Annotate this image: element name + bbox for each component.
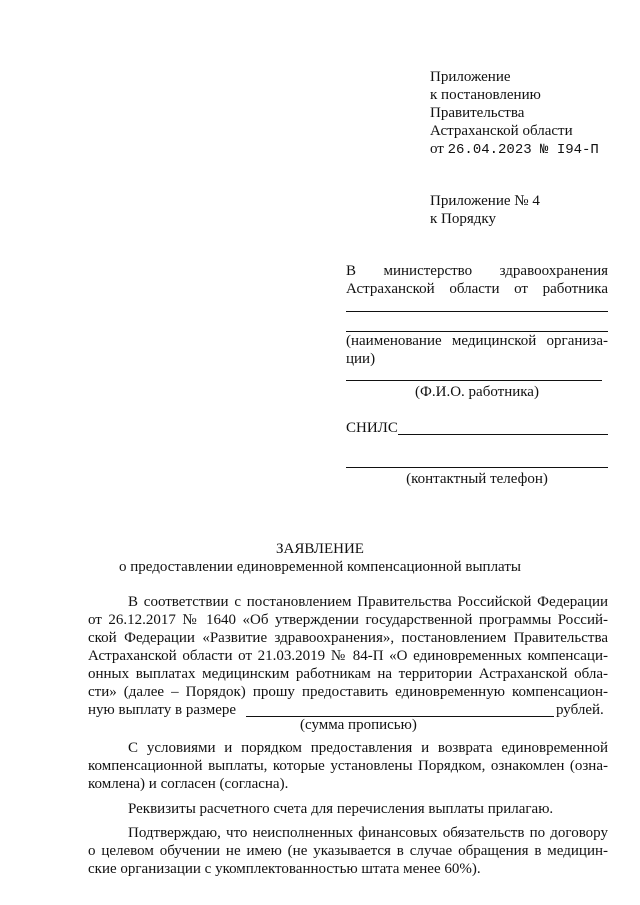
amount-prefix: ную выплату в размере (88, 702, 237, 718)
snils-label: СНИЛС (346, 420, 398, 436)
paragraph-1-line: сти» (далее – Порядок) прошу предоставить единовременную компенсацион- (88, 684, 608, 700)
paragraph-4-line: Подтверждаю, что неисполненных финансовых обязательств по договору (128, 825, 608, 841)
paragraph-1-line: от 26.12.2017 № 1640 «Об утверждении государственной программы Россий- (88, 612, 608, 628)
appendix-date-prefix: от (430, 141, 448, 157)
appendix-line-1: Приложение (430, 69, 511, 85)
appendix-line-4: Астраханской области (430, 123, 573, 139)
paragraph-4-line: ские организации с укомплектованностью штата менее 60%). (88, 861, 481, 877)
document-title: ЗАЯВЛЕНИЕ (276, 541, 364, 557)
paragraph-3: Реквизиты расчетного счета для перечисления выплаты прилагаю. (128, 801, 554, 817)
paragraph-1-line: ской Федерации «Развитие здравоохранения», постановлением Правительства (88, 630, 608, 646)
blank-line-fio (346, 380, 602, 381)
snils-field-line (398, 434, 608, 435)
paragraph-4-line: о целевом обучении не имею (не указывается в случае обращения в медицин- (88, 843, 608, 859)
amount-caption: (сумма прописью) (300, 717, 417, 733)
paragraph-2-line: комлена) и согласен (согласна). (88, 776, 289, 792)
paragraph-1-line: Астраханской области от 21.03.2019 № 84-П «О единовременных компенсаци- (88, 648, 608, 664)
paragraph-2-line: компенсационной выплаты, которые установлены Порядком, ознакомлен (озна- (88, 758, 608, 774)
org-caption-2: ции) (346, 351, 376, 367)
blank-line-worker-1 (346, 311, 608, 312)
phone-caption: (контактный телефон) (406, 471, 548, 487)
appendix-line-2: к постановлению (430, 87, 541, 103)
appendix-date (430, 140, 599, 159)
addressee-line-1: В министерство здравоохранения (346, 263, 608, 279)
paragraph-1-line: В соответствии с постановлением Правительства Российской Федерации (128, 594, 608, 610)
appendix-line-3: Правительства (430, 105, 525, 121)
paragraph-2-line: С условиями и порядком предоставления и возврата единовременной (128, 740, 608, 756)
fio-caption: (Ф.И.О. работника) (415, 384, 539, 400)
org-caption-1: (наименование медицинской организа- (346, 333, 608, 349)
amount-suffix: рублей. (556, 702, 604, 718)
paragraph-1-line: онных выплатах медицинским работникам на территории Астраханской обла- (88, 666, 608, 682)
document-subtitle: о предоставлении единовременной компенсационной выплаты (119, 559, 521, 575)
addressee-line-2: Астраханской области от работника (346, 281, 608, 297)
appendix4-line-2: к Порядку (430, 211, 496, 227)
appendix4-line-1: Приложение № 4 (430, 193, 540, 209)
appendix-date-value: 26.04.2023 № I94-П (447, 142, 599, 158)
blank-line-phone (346, 467, 608, 468)
